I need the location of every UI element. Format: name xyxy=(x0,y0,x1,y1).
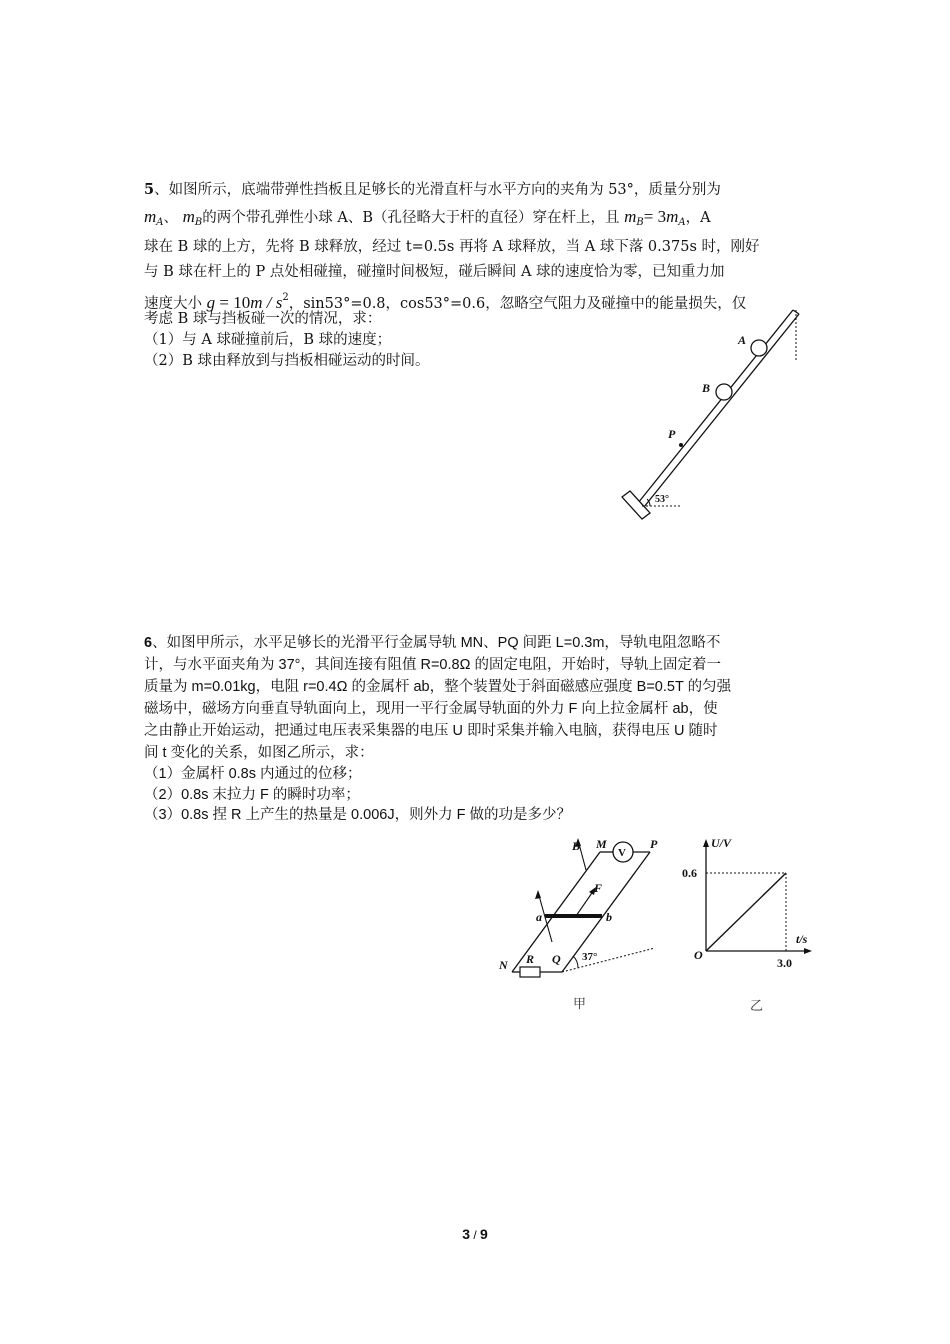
q6-sub-3: （3）0.8s 捏 R 上产生的热量是 0.006J，则外力 F 做的功是多少？ xyxy=(144,807,572,823)
q6-line-5: 之由静止开始运动，把通过电压表采集器的电压 U 即时采集并输入电脑，获得电压 U 随时 xyxy=(144,723,718,739)
resistor-icon xyxy=(520,967,540,977)
svg-text:R: R xyxy=(526,952,535,966)
caption-jia: 甲 xyxy=(573,997,587,1012)
svg-text:P: P xyxy=(650,837,658,851)
ball-b xyxy=(716,384,732,400)
q6-sub-1: （1）金属杆 0.8s 内通过的位移； xyxy=(144,766,362,782)
q5-line-5: ，sin53°=0.8，cos53°=0.6，忽略空气阻力及碰撞中的能量损失，仅 xyxy=(288,296,747,312)
x-tick-label: 3.0 xyxy=(777,956,792,970)
page-number: 3 / 9 xyxy=(462,1226,488,1242)
svg-text:P: P xyxy=(668,427,676,441)
q6-line-2: 计，与水平面夹角为 37°，其间连接有阻值 R=0.8Ω 的固定电阻，开始时，导轨上固定着一 xyxy=(144,657,721,673)
svg-text:B: B xyxy=(702,381,711,395)
q6-line-3: 质量为 m=0.01kg，电阻 r=0.4Ω 的金属杆 ab，整个装置处于斜面磁感应强度 B=0.5T 的匀强 xyxy=(144,679,732,695)
ball-a xyxy=(751,340,767,356)
q6-line-6: 间 t 变化的关系，如图乙所示，求： xyxy=(144,745,374,761)
question-5: 5、如图所示，底端带弹性挡板且足够长的光滑直杆与水平方向的夹角为 53°，质量分别为 $m_A$、 $m_B$的两个带孔弹性小球 A、B（孔径略大于杆的直径）穿在杆上，且 $m_B= 3m_A$，A 球在 B 球的上方，先将 B 球释放，经过 t=0.5s 再将 A 球释放，当 A 球下落 0.375s 时，刚好 与 B 球在杆上的 P 点处相碰撞，碰撞时间极短，碰后瞬间 A 球的速度恰为零，已知重力加 速度大小 $g = 10m / s^2$，sin53°=0.8，cos53°=0.6，忽略空气阻力及碰撞中的能量损失，仅 考虑 B 球与挡板碰一次的情况，求： （1）与 A 球碰撞前后，B 球的速度； （2）B 球由释放到与挡板相碰运动的时间。 xyxy=(144,181,760,369)
svg-text:b: b xyxy=(606,910,612,924)
svg-text:F: F xyxy=(594,881,603,895)
q6-line-1: 、如图甲所示，水平足够长的光滑平行金属导轨 MN、PQ 间距 L=0.3m，导轨电阻忽略不 xyxy=(152,635,721,651)
q5-rod-figure xyxy=(610,300,810,525)
q5-line-4: 与 B 球在杆上的 P 点处相碰撞，碰撞时间极短，碰后瞬间 A 球的速度恰为零，已知重力加 xyxy=(144,264,725,280)
point-p xyxy=(679,443,683,447)
q5-number: 5 xyxy=(144,181,155,198)
q5-line-3: 球在 B 球的上方，先将 B 球释放，经过 t=0.5s 再将 A 球释放，当 A 球下落 0.375s 时，刚好 xyxy=(144,239,760,255)
q6-figure-jia xyxy=(490,830,670,1015)
q5-line-2: 的两个带孔弹性小球 A、B（孔径略大于杆的直径）穿在杆上，且 xyxy=(202,210,620,226)
svg-text:A: A xyxy=(738,333,747,347)
svg-text:B: B xyxy=(572,839,581,853)
q5-sub-1: （1）与 A 球碰撞前后，B 球的速度； xyxy=(144,332,392,348)
svg-text:53°: 53° xyxy=(655,494,669,505)
svg-text:M: M xyxy=(596,837,607,851)
q6-chart-yi xyxy=(680,835,820,1015)
q5-line-6: 考虑 B 球与挡板碰一次的情况，求： xyxy=(144,311,382,327)
y-axis-label: U/V xyxy=(711,836,732,850)
x-axis-label: t/s xyxy=(796,932,808,946)
q5-sub-2: （2）B 球由释放到与挡板相碰运动的时间。 xyxy=(144,353,430,369)
y-tick-label: 0.6 xyxy=(682,866,697,880)
q6-sub-2: （2）0.8s 末拉力 F 的瞬时功率； xyxy=(144,787,360,803)
q6-line-4: 磁场中，磁场方向垂直导轨面向上，现用一平行金属导轨面的外力 F 向上拉金属杆 ab，使 xyxy=(144,701,718,717)
svg-text:a: a xyxy=(536,910,542,924)
svg-text:V: V xyxy=(618,847,626,859)
q6-number: 6 xyxy=(144,635,153,651)
origin-label: O xyxy=(694,948,703,962)
svg-text:N: N xyxy=(499,958,508,972)
caption-yi: 乙 xyxy=(750,999,764,1014)
question-6 xyxy=(144,633,808,833)
series-line xyxy=(706,873,786,951)
svg-text:37°: 37° xyxy=(582,951,598,963)
q5-line-1: 、如图所示，底端带弹性挡板且足够长的光滑直杆与水平方向的夹角为 53°，质量分别为 xyxy=(154,182,721,198)
svg-text:Q: Q xyxy=(552,952,561,966)
